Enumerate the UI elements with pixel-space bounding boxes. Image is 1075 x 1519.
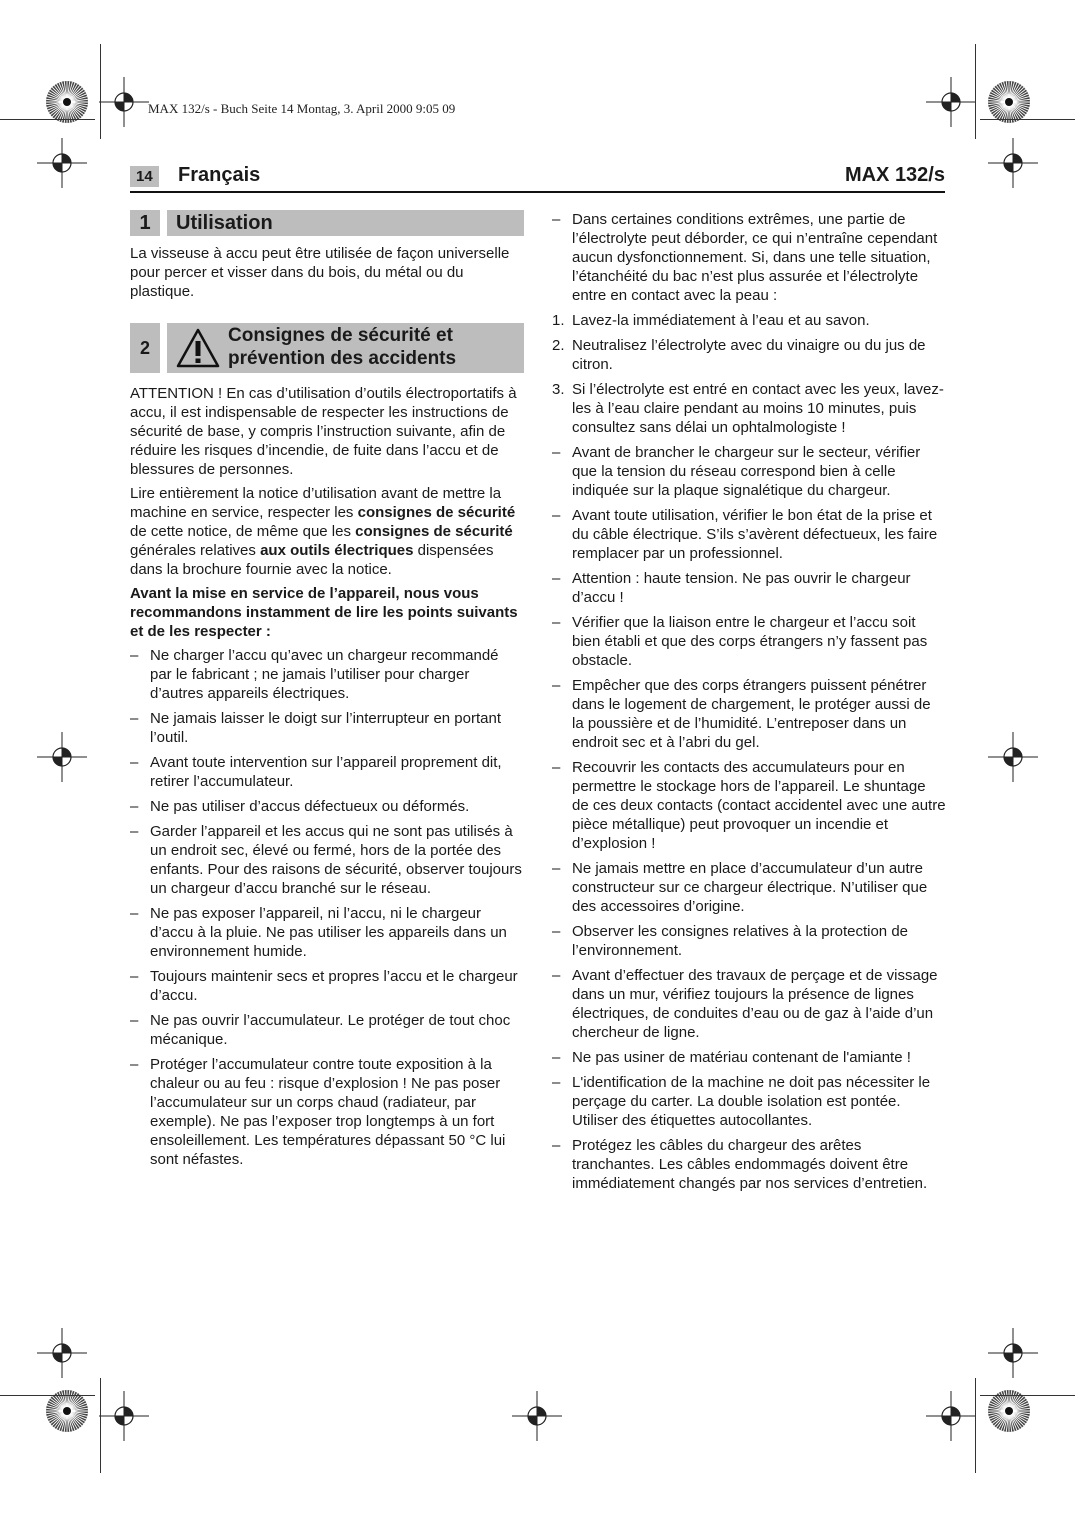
list-marker: – xyxy=(552,507,561,524)
list-marker: 1. xyxy=(552,312,565,329)
list-item-text: Attention : haute tension. Ne pas ouvrir le chargeur d’accu ! xyxy=(572,570,911,606)
list-marker: – xyxy=(552,614,561,631)
list-item-text: Avant toute utilisation, vérifier le bon état de la prise et du câble électrique. S’ils s’avèrent défectueux, les faire remplacer par un professionnel. xyxy=(572,507,938,562)
list-item xyxy=(552,1136,946,1193)
list-marker: – xyxy=(130,710,139,727)
list-marker: – xyxy=(130,1012,139,1029)
left-column xyxy=(130,210,524,1175)
list-item xyxy=(130,646,524,703)
list-item-text: Ne pas utiliser d’accus défectueux ou déformés. xyxy=(150,798,470,815)
list-marker: – xyxy=(130,905,139,922)
list-marker: – xyxy=(130,823,139,840)
crosshair-mark-right-bottom xyxy=(988,1328,1038,1378)
numbered-item xyxy=(552,311,946,330)
list-item-text: Vérifier que la liaison entre le chargeur et l’accu soit bien établi et que des corps étrangers n’y fassent pas obstacle. xyxy=(572,614,928,669)
list-item-text: Toujours maintenir secs et propres l’accu et le chargeur d’accu. xyxy=(150,968,518,1004)
crosshair-mark-bottom-left xyxy=(99,1391,149,1441)
list-item-text: Avant d’effectuer des travaux de perçage et de vissage dans un mur, vérifiez toujours la présence de lignes électriques, de conduites d’eau ou de gaz à l’aide d’un chercheur de ligne. xyxy=(572,967,938,1041)
list-item xyxy=(552,922,946,960)
crop-line xyxy=(100,44,101,139)
list-item xyxy=(552,758,946,853)
list-item xyxy=(552,676,946,752)
list-marker: – xyxy=(130,754,139,771)
list-item xyxy=(552,443,946,500)
recommendation-paragraph: Avant la mise en service de l’appareil, nous vous recommandons instamment de lire les points suivants et de les respecter : xyxy=(130,585,518,640)
list-item xyxy=(130,904,524,961)
crop-line xyxy=(975,44,976,139)
list-marker: – xyxy=(552,1049,561,1066)
first-aid-steps xyxy=(552,311,946,437)
page-number: 14 xyxy=(130,166,159,187)
right-column xyxy=(552,210,946,1199)
list-marker: – xyxy=(552,967,561,984)
list-item-text: Ne jamais mettre en place d’accumulateur d’un autre constructeur sur ce chargeur électrique. N’utiliser que des accessoires d’origine. xyxy=(572,860,928,915)
list-item xyxy=(552,966,946,1042)
list-item xyxy=(130,1055,524,1169)
list-item-text: Ne pas exposer l’appareil, ni l’accu, ni le chargeur d’accu à la pluie. Ne pas utiliser les appareils dans un environnement humide. xyxy=(150,905,507,960)
list-item xyxy=(552,506,946,563)
list-item xyxy=(130,822,524,898)
notice-paragraph: Lire entièrement la notice d’utilisation avant de mettre la machine en service, respecter les consignes de sécurité de cette notice, de même que les consignes de sécurité générales relatives aux outils électriques dispensées dans la brochure fournie avec la notice. xyxy=(130,485,516,578)
numbered-item xyxy=(552,336,946,374)
model-name: MAX 132/s xyxy=(844,164,945,186)
list-item xyxy=(130,709,524,747)
list-item-text: Lavez-la immédiatement à l’eau et au savon. xyxy=(572,312,870,329)
list-marker: – xyxy=(552,677,561,694)
list-item-text: Ne charger l’accu qu’avec un chargeur recommandé par le fabricant ; ne jamais l’utiliser pour charger d’autres appareils électriques. xyxy=(150,647,499,702)
list-item xyxy=(552,569,946,607)
list-item xyxy=(552,1048,946,1067)
list-item-text: Ne jamais laisser le doigt sur l’interrupteur en portant l’outil. xyxy=(150,710,501,746)
list-item-text: Recouvrir les contacts des accumulateurs pour en permettre le stockage hors de l’appareil. Le shuntage de ces deux contacts (contact accidentel avec une autre pièce métallique) peut provoquer un incendie et d’explosion ! xyxy=(572,759,946,852)
section-heading-utilisation xyxy=(130,210,524,236)
list-item-text: Protéger l’accumulateur contre toute exposition à la chaleur ou au feu : risque d’explosion ! Ne pas poser l’accumulateur sur un corps chaud (radiateur, par exemple). Ne pas l’exposer trop longtemps à un fort ensoleillement. Les températures dépassant 50 °C lui sont néfastes. xyxy=(150,1056,506,1168)
page-language: Français xyxy=(178,164,261,186)
crop-line xyxy=(975,1378,976,1473)
list-item xyxy=(130,967,524,1005)
section-number: 2 xyxy=(139,338,150,358)
list-item: – Dans certaines conditions extrêmes, une partie de l’électrolyte peut déborder, ce qui n’entraîne cependant aucun dysfonctionnement. Si, dans une telle situation, l’étanchéité du bac n’est plus assurée et l’électrolyte entre en contact avec la peau : xyxy=(552,211,938,304)
list-marker: – xyxy=(552,759,561,776)
list-item-text: Ne pas ouvrir l’accumulateur. Le protéger de tout choc mécanique. xyxy=(150,1012,511,1048)
list-marker: – xyxy=(552,570,561,587)
list-item-text: Observer les consignes relatives à la protection de l’environnement. xyxy=(572,923,909,959)
crosshair-mark-right-top xyxy=(988,138,1038,188)
list-item xyxy=(552,859,946,916)
crop-line xyxy=(0,119,95,120)
crosshair-mark-bottom-center xyxy=(512,1391,562,1441)
crosshair-mark-left-top xyxy=(37,138,87,188)
utilisation-text: La visseuse à accu peut être utilisée de façon universelle pour percer et visser dans du bois, du métal ou du plastique. xyxy=(130,245,510,300)
list-item xyxy=(552,613,946,670)
section-number: 1 xyxy=(139,212,151,234)
list-marker: – xyxy=(552,860,561,877)
list-item-text: Avant de brancher le chargeur sur le secteur, vérifier que la tension du réseau correspond bien à celle indiquée sur la plaque signalétique du chargeur. xyxy=(572,444,921,499)
crosshair-mark-left-middle xyxy=(37,732,87,782)
list-marker: – xyxy=(130,798,139,815)
list-item-text: Empêcher que des corps étrangers puissent pénétrer dans le logement de chargement, le protéger aussi de la poussière et de l’humidité. L’entreposer dans un endroit sec et à l’abri du gel. xyxy=(572,677,931,751)
safety-list-right xyxy=(552,443,946,1193)
list-marker: – xyxy=(552,444,561,461)
attention-paragraph: ATTENTION ! En cas d’utilisation d’outils électroportatifs à accu, il est indispensable de respecter les instructions de sécurité de base, y compris l’instruction suivante, afin de réduire les risques d’incendie, de fuite dans l’accu et de blessures de personnes. xyxy=(130,385,517,478)
crop-line xyxy=(0,1395,95,1396)
crop-line xyxy=(980,1395,1075,1396)
list-marker: – xyxy=(552,1074,561,1091)
list-marker: – xyxy=(130,968,139,985)
list-marker: – xyxy=(552,1137,561,1154)
crosshair-mark-bottom-right xyxy=(926,1391,976,1441)
crosshair-mark-right-middle xyxy=(988,732,1038,782)
warning-triangle-icon xyxy=(176,328,220,373)
list-item-text: Neutralisez l’électrolyte avec du vinaigre ou du jus de citron. xyxy=(572,337,926,373)
section-title: Consignes de sécurité et prévention des accidents xyxy=(228,325,457,369)
list-marker: 2. xyxy=(552,337,565,354)
list-item xyxy=(130,797,524,816)
list-marker: – xyxy=(130,1056,139,1073)
safety-list-left xyxy=(130,646,524,1169)
list-item xyxy=(552,1073,946,1130)
crosshair-mark-top-left xyxy=(99,77,149,127)
crosshair-mark-left-bottom xyxy=(37,1328,87,1378)
list-item xyxy=(130,1011,524,1049)
list-item-text: Avant toute intervention sur l’appareil proprement dit, retirer l’accumulateur. xyxy=(150,754,502,790)
list-item-text: Si l’électrolyte est entré en contact avec les yeux, lavez-les à l’eau claire pendant au moins 10 minutes, puis consultez sans délai un ophtalmologiste ! xyxy=(572,381,944,436)
list-item xyxy=(130,753,524,791)
section-title: Utilisation xyxy=(176,212,273,234)
list-marker: 3. xyxy=(552,381,565,398)
list-marker: – xyxy=(552,923,561,940)
list-item-text: Ne pas usiner de matériau contenant de l'amiante ! xyxy=(572,1049,911,1066)
page-header xyxy=(130,164,945,193)
print-header: MAX 132/s - Buch Seite 14 Montag, 3. April 2000 9:05 09 xyxy=(148,101,456,116)
list-item-text: Garder l’appareil et les accus qui ne sont pas utilisés à un endroit sec, élevé ou fermé, hors de la portée des enfants. Pour des raisons de sécurité, observer toujours un chargeur d’accu branché sur le réseau. xyxy=(150,823,522,897)
section-heading-safety xyxy=(130,323,524,373)
electrolyte-item xyxy=(552,210,946,305)
crop-line xyxy=(980,119,1075,120)
crosshair-mark-top-right xyxy=(926,77,976,127)
crop-line xyxy=(100,1378,101,1473)
numbered-item xyxy=(552,380,946,437)
list-item-text: L'identification de la machine ne doit pas nécessiter le perçage du carter. La double isolation est pontée. Utiliser des étiquettes autocollantes. xyxy=(572,1074,931,1129)
list-item-text: Protégez les câbles du chargeur des arêtes tranchantes. Les câbles endommagés doivent être immédiatement changés par nos services d’entretien. xyxy=(572,1137,928,1192)
list-marker: – xyxy=(130,647,139,664)
